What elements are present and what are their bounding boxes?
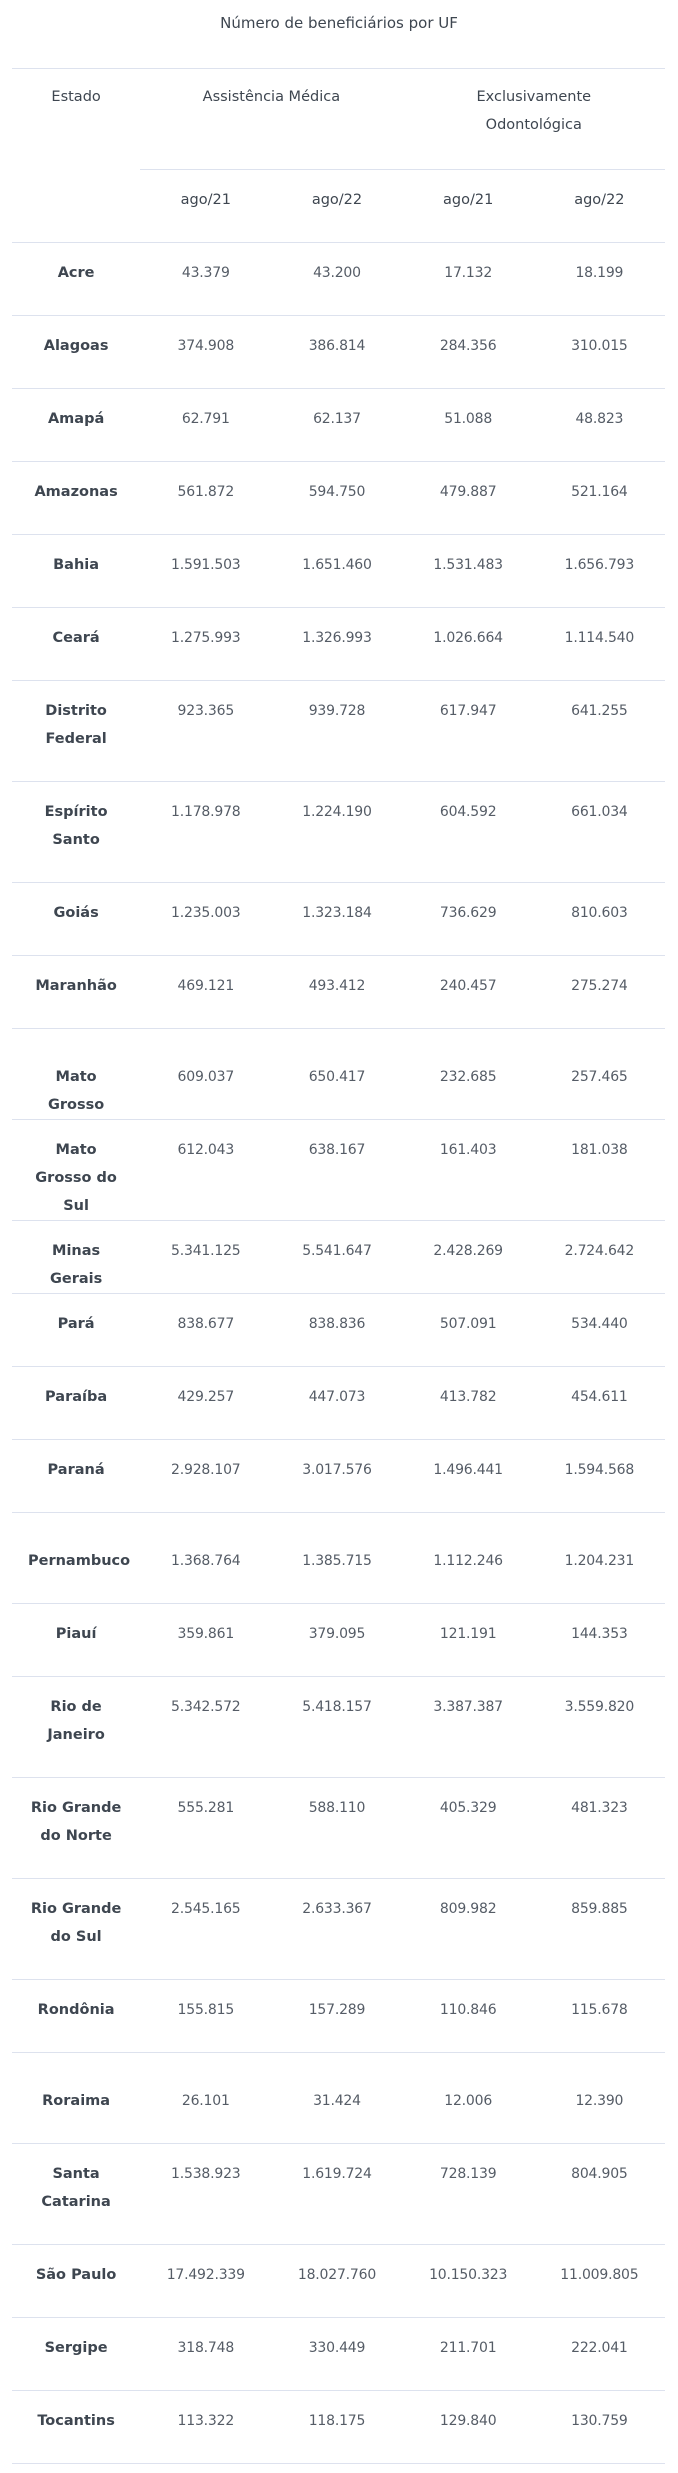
value-cell-assistencia-ago21: 1.368.764 — [140, 1513, 271, 1604]
value-cell-assistencia-ago22: 638.167 — [271, 1120, 402, 1221]
value-cell-odonto-ago21: 12.006 — [403, 2053, 534, 2144]
value-cell-odonto-ago21: 809.982 — [403, 1879, 534, 1980]
value-cell-assistencia-ago22: 31.424 — [271, 2053, 402, 2144]
table-row — [12, 782, 665, 883]
state-name-cell: Paraná — [12, 1440, 140, 1513]
value-cell-assistencia-ago21: 1.538.923 — [140, 2144, 271, 2245]
value-cell-assistencia-ago21: 555.281 — [140, 1778, 271, 1879]
value-cell-odonto-ago21: 413.782 — [403, 1367, 534, 1440]
header-assistencia-medica: Assistência Médica — [140, 69, 402, 170]
header-period: ago/22 — [271, 170, 402, 243]
value-cell-odonto-ago21: 10.150.323 — [403, 2245, 534, 2318]
value-cell-odonto-ago21: 479.887 — [403, 462, 534, 535]
state-name-cell: Paraíba — [12, 1367, 140, 1440]
table-row — [12, 883, 665, 956]
value-cell-odonto-ago21: 1.496.441 — [403, 1440, 534, 1513]
state-name-cell: Bahia — [12, 535, 140, 608]
value-cell-assistencia-ago22: 2.633.367 — [271, 1879, 402, 1980]
value-cell-odonto-ago22: 661.034 — [534, 782, 665, 883]
table-row — [12, 2144, 665, 2245]
table-row — [12, 1778, 665, 1879]
value-cell-assistencia-ago21: 1.178.978 — [140, 782, 271, 883]
value-cell-assistencia-ago22: 588.110 — [271, 1778, 402, 1879]
value-cell-odonto-ago21: 3.387.387 — [403, 1677, 534, 1778]
value-cell-assistencia-ago22: 1.619.724 — [271, 2144, 402, 2245]
value-cell-assistencia-ago21: 429.257 — [140, 1367, 271, 1440]
table-row — [12, 1980, 665, 2053]
table-row — [12, 1879, 665, 1980]
value-cell-odonto-ago21: 211.701 — [403, 2318, 534, 2391]
table-row — [12, 462, 665, 535]
value-cell-assistencia-ago22: 1.224.190 — [271, 782, 402, 883]
header-blank — [12, 170, 140, 243]
value-cell-assistencia-ago22: 330.449 — [271, 2318, 402, 2391]
value-cell-odonto-ago21: 736.629 — [403, 883, 534, 956]
state-name-cell: Amapá — [12, 389, 140, 462]
table-row — [12, 2053, 665, 2144]
table-row — [12, 681, 665, 782]
header-exclusivamente-odontologica: Exclusivamente Odontológica — [403, 69, 665, 170]
value-cell-assistencia-ago22: 157.289 — [271, 1980, 402, 2053]
table-row — [12, 389, 665, 462]
header-estado: Estado — [12, 69, 140, 170]
value-cell-assistencia-ago21: 2.545.165 — [140, 1879, 271, 1980]
value-cell-odonto-ago22: 641.255 — [534, 681, 665, 782]
value-cell-odonto-ago21: 1.531.483 — [403, 535, 534, 608]
value-cell-assistencia-ago22: 447.073 — [271, 1367, 402, 1440]
table-row — [12, 1604, 665, 1677]
value-cell-odonto-ago22: 275.274 — [534, 956, 665, 1029]
table-row — [12, 2245, 665, 2318]
value-cell-assistencia-ago21: 2.928.107 — [140, 1440, 271, 1513]
header-period: ago/21 — [140, 170, 271, 243]
header-period: ago/22 — [534, 170, 665, 243]
state-name-cell: Sergipe — [12, 2318, 140, 2391]
value-cell-odonto-ago22: 3.559.820 — [534, 1677, 665, 1778]
value-cell-odonto-ago22: 130.759 — [534, 2391, 665, 2464]
value-cell-assistencia-ago21: 113.322 — [140, 2391, 271, 2464]
value-cell-odonto-ago21: 405.329 — [403, 1778, 534, 1879]
value-cell-assistencia-ago21: 923.365 — [140, 681, 271, 782]
value-cell-assistencia-ago21: 155.815 — [140, 1980, 271, 2053]
value-cell-assistencia-ago21: 1.235.003 — [140, 883, 271, 956]
table-row — [12, 1120, 665, 1221]
value-cell-odonto-ago22: 310.015 — [534, 316, 665, 389]
value-cell-assistencia-ago21: 612.043 — [140, 1120, 271, 1221]
value-cell-assistencia-ago22: 1.385.715 — [271, 1513, 402, 1604]
value-cell-assistencia-ago21: 62.791 — [140, 389, 271, 462]
value-cell-assistencia-ago21: 5.342.572 — [140, 1677, 271, 1778]
value-cell-odonto-ago22: 534.440 — [534, 1294, 665, 1367]
value-cell-odonto-ago22: 481.323 — [534, 1778, 665, 1879]
value-cell-assistencia-ago21: 359.861 — [140, 1604, 271, 1677]
value-cell-assistencia-ago22: 379.095 — [271, 1604, 402, 1677]
value-cell-odonto-ago21: 604.592 — [403, 782, 534, 883]
value-cell-odonto-ago21: 110.846 — [403, 1980, 534, 2053]
table-row — [12, 243, 665, 316]
value-cell-odonto-ago21: 1.112.246 — [403, 1513, 534, 1604]
table-row — [12, 1367, 665, 1440]
state-name-cell: Amazonas — [12, 462, 140, 535]
state-name-cell: Alagoas — [12, 316, 140, 389]
value-cell-odonto-ago22: 859.885 — [534, 1879, 665, 1980]
table-row — [12, 1677, 665, 1778]
value-cell-odonto-ago22: 18.199 — [534, 243, 665, 316]
state-name-cell: Maranhão — [12, 956, 140, 1029]
state-name-cell: Rio de Janeiro — [12, 1677, 140, 1778]
header-row-groups — [12, 69, 665, 170]
value-cell-assistencia-ago21: 609.037 — [140, 1029, 271, 1120]
value-cell-assistencia-ago22: 3.017.576 — [271, 1440, 402, 1513]
value-cell-odonto-ago22: 804.905 — [534, 2144, 665, 2245]
value-cell-assistencia-ago22: 62.137 — [271, 389, 402, 462]
value-cell-assistencia-ago22: 5.418.157 — [271, 1677, 402, 1778]
state-name-cell: São Paulo — [12, 2245, 140, 2318]
state-name-cell: Rio Grande do Norte — [12, 1778, 140, 1879]
value-cell-odonto-ago21: 232.685 — [403, 1029, 534, 1120]
value-cell-assistencia-ago21: 838.677 — [140, 1294, 271, 1367]
value-cell-assistencia-ago21: 1.275.993 — [140, 608, 271, 681]
value-cell-assistencia-ago21: 26.101 — [140, 2053, 271, 2144]
value-cell-assistencia-ago22: 650.417 — [271, 1029, 402, 1120]
state-name-cell: Piauí — [12, 1604, 140, 1677]
value-cell-odonto-ago22: 1.594.568 — [534, 1440, 665, 1513]
value-cell-odonto-ago22: 115.678 — [534, 1980, 665, 2053]
table-caption: Número de beneficiários por UF — [220, 14, 458, 32]
value-cell-odonto-ago21: 617.947 — [403, 681, 534, 782]
value-cell-assistencia-ago22: 43.200 — [271, 243, 402, 316]
state-name-cell: Distrito Federal — [12, 681, 140, 782]
beneficiaries-table — [12, 68, 665, 2464]
value-cell-odonto-ago21: 2.428.269 — [403, 1221, 534, 1294]
value-cell-assistencia-ago22: 1.651.460 — [271, 535, 402, 608]
value-cell-assistencia-ago21: 1.591.503 — [140, 535, 271, 608]
value-cell-odonto-ago21: 121.191 — [403, 1604, 534, 1677]
value-cell-odonto-ago22: 1.114.540 — [534, 608, 665, 681]
value-cell-assistencia-ago21: 43.379 — [140, 243, 271, 316]
value-cell-assistencia-ago21: 318.748 — [140, 2318, 271, 2391]
table-row — [12, 535, 665, 608]
value-cell-assistencia-ago22: 493.412 — [271, 956, 402, 1029]
table-row — [12, 2391, 665, 2464]
state-name-cell: Goiás — [12, 883, 140, 956]
table-row — [12, 316, 665, 389]
value-cell-assistencia-ago22: 594.750 — [271, 462, 402, 535]
value-cell-assistencia-ago21: 5.341.125 — [140, 1221, 271, 1294]
table-row — [12, 956, 665, 1029]
header-row-periods — [12, 170, 665, 243]
state-name-cell: Rondônia — [12, 1980, 140, 2053]
value-cell-odonto-ago22: 454.611 — [534, 1367, 665, 1440]
value-cell-odonto-ago21: 507.091 — [403, 1294, 534, 1367]
state-name-cell: Tocantins — [12, 2391, 140, 2464]
value-cell-assistencia-ago22: 118.175 — [271, 2391, 402, 2464]
state-name-cell: Mato Grosso do Sul — [12, 1120, 140, 1221]
value-cell-assistencia-ago22: 1.326.993 — [271, 608, 402, 681]
state-name-cell: Ceará — [12, 608, 140, 681]
value-cell-odonto-ago22: 11.009.805 — [534, 2245, 665, 2318]
value-cell-odonto-ago22: 12.390 — [534, 2053, 665, 2144]
value-cell-assistencia-ago22: 386.814 — [271, 316, 402, 389]
state-name-cell: Santa Catarina — [12, 2144, 140, 2245]
state-name-cell: Roraima — [12, 2053, 140, 2144]
value-cell-assistencia-ago22: 838.836 — [271, 1294, 402, 1367]
value-cell-odonto-ago21: 129.840 — [403, 2391, 534, 2464]
table-row — [12, 608, 665, 681]
table-row — [12, 1513, 665, 1604]
value-cell-assistencia-ago21: 561.872 — [140, 462, 271, 535]
table-body — [12, 243, 665, 2464]
value-cell-odonto-ago22: 48.823 — [534, 389, 665, 462]
table-row — [12, 1029, 665, 1120]
value-cell-assistencia-ago21: 469.121 — [140, 956, 271, 1029]
value-cell-assistencia-ago22: 18.027.760 — [271, 2245, 402, 2318]
value-cell-assistencia-ago21: 374.908 — [140, 316, 271, 389]
state-name-cell: Pernambuco — [12, 1513, 140, 1604]
value-cell-odonto-ago21: 161.403 — [403, 1120, 534, 1221]
value-cell-odonto-ago22: 1.656.793 — [534, 535, 665, 608]
table-row — [12, 2318, 665, 2391]
state-name-cell: Mato Grosso — [12, 1029, 140, 1120]
value-cell-odonto-ago21: 284.356 — [403, 316, 534, 389]
value-cell-assistencia-ago21: 17.492.339 — [140, 2245, 271, 2318]
value-cell-assistencia-ago22: 5.541.647 — [271, 1221, 402, 1294]
table-row — [12, 1294, 665, 1367]
value-cell-odonto-ago22: 222.041 — [534, 2318, 665, 2391]
value-cell-assistencia-ago22: 939.728 — [271, 681, 402, 782]
state-name-cell: Minas Gerais — [12, 1221, 140, 1294]
value-cell-odonto-ago21: 17.132 — [403, 243, 534, 316]
table-row — [12, 1440, 665, 1513]
value-cell-odonto-ago21: 51.088 — [403, 389, 534, 462]
value-cell-odonto-ago21: 1.026.664 — [403, 608, 534, 681]
state-name-cell: Acre — [12, 243, 140, 316]
value-cell-odonto-ago22: 521.164 — [534, 462, 665, 535]
value-cell-odonto-ago22: 810.603 — [534, 883, 665, 956]
table-row — [12, 1221, 665, 1294]
value-cell-odonto-ago22: 257.465 — [534, 1029, 665, 1120]
header-period: ago/21 — [403, 170, 534, 243]
state-name-cell: Pará — [12, 1294, 140, 1367]
value-cell-assistencia-ago22: 1.323.184 — [271, 883, 402, 956]
value-cell-odonto-ago21: 240.457 — [403, 956, 534, 1029]
value-cell-odonto-ago22: 2.724.642 — [534, 1221, 665, 1294]
state-name-cell: Rio Grande do Sul — [12, 1879, 140, 1980]
value-cell-odonto-ago22: 181.038 — [534, 1120, 665, 1221]
state-name-cell: Espírito Santo — [12, 782, 140, 883]
value-cell-odonto-ago22: 144.353 — [534, 1604, 665, 1677]
value-cell-odonto-ago22: 1.204.231 — [534, 1513, 665, 1604]
value-cell-odonto-ago21: 728.139 — [403, 2144, 534, 2245]
